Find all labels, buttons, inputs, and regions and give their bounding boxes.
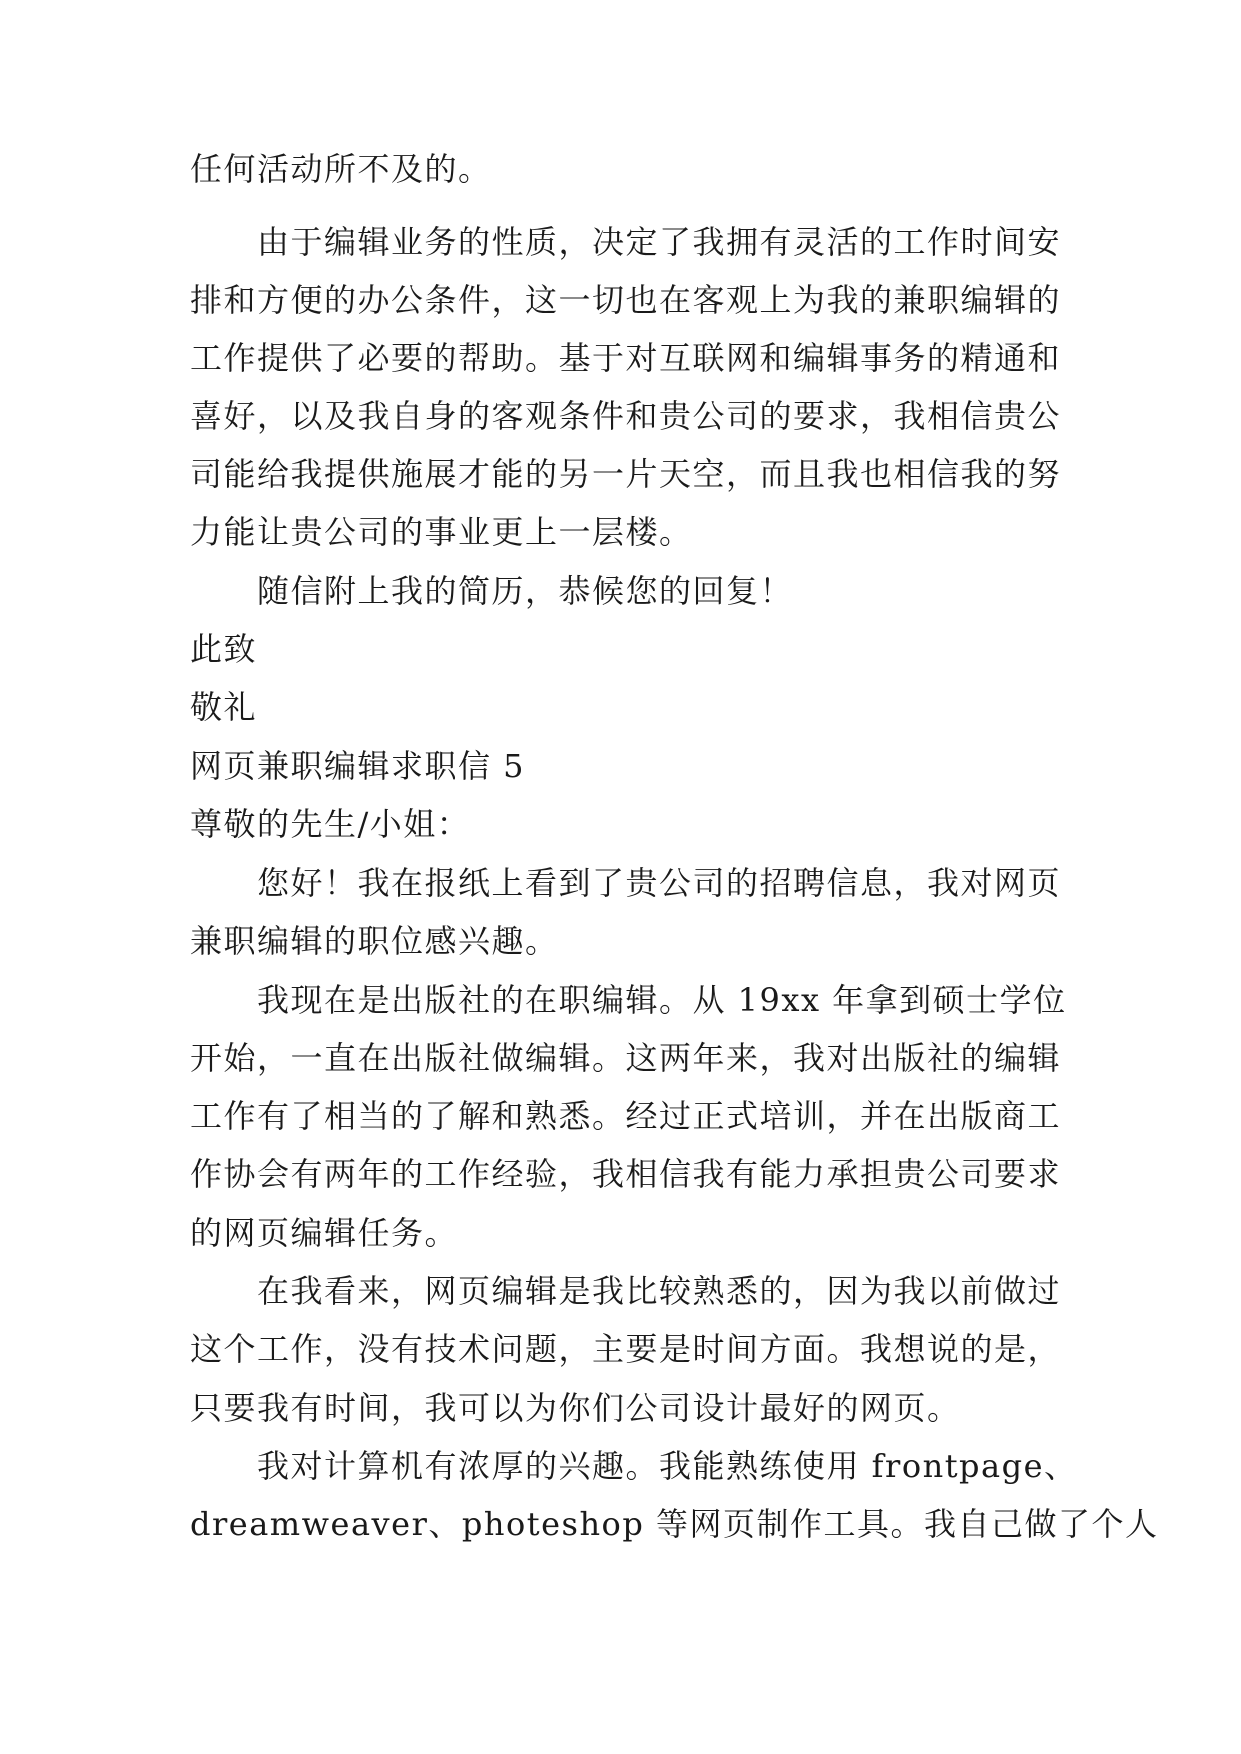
text-line: 喜好，以及我自身的客观条件和贵公司的要求，我相信贵公 (190, 397, 1062, 435)
text-line: 只要我有时间，我可以为你们公司设计最好的网页。 (190, 1389, 961, 1427)
text-line: 作协会有两年的工作经验，我相信我有能力承担贵公司要求 (190, 1155, 1062, 1193)
text-line: 我现在是出版社的在职编辑。从 19xx 年拿到硕士学位 (257, 981, 1067, 1019)
text-line: 的网页编辑任务。 (190, 1214, 459, 1252)
text-line: 任何活动所不及的。 (190, 150, 492, 188)
text-line: 这个工作，没有技术问题，主要是时间方面。我想说的是， (190, 1330, 1062, 1368)
text-line: 排和方便的办公条件，这一切也在客观上为我的兼职编辑的 (190, 281, 1062, 319)
greeting: 尊敬的先生/小姐： (190, 805, 471, 843)
text-line: 在我看来，网页编辑是我比较熟悉的，因为我以前做过 (257, 1272, 1062, 1310)
text-line: dreamweaver、photeshop 等网页制作工具。我自己做了个人 (190, 1505, 1159, 1543)
text-line: 您好！我在报纸上看到了贵公司的招聘信息，我对网页 (257, 864, 1062, 902)
text-line: 工作提供了必要的帮助。基于对互联网和编辑事务的精通和 (190, 339, 1062, 377)
text-line: 开始，一直在出版社做编辑。这两年来，我对出版社的编辑 (190, 1039, 1062, 1077)
text-line: 工作有了相当的了解和熟悉。经过正式培训，并在出版商工 (190, 1097, 1062, 1135)
text-line: 我对计算机有浓厚的兴趣。我能熟练使用 frontpage、 (257, 1447, 1078, 1485)
section-heading: 网页兼职编辑求职信 5 (190, 747, 526, 785)
salutation-closing: 此致 (190, 630, 258, 668)
text-line: 随信附上我的简历，恭候您的回复！ (257, 572, 794, 610)
text-line: 由于编辑业务的性质，决定了我拥有灵活的工作时间安 (257, 223, 1062, 261)
text-line: 司能给我提供施展才能的另一片天空，而且我也相信我的努 (190, 455, 1062, 493)
salutation-regards: 敬礼 (190, 688, 258, 726)
text-line: 力能让贵公司的事业更上一层楼。 (190, 513, 693, 551)
text-line: 兼职编辑的职位感兴趣。 (190, 922, 559, 960)
